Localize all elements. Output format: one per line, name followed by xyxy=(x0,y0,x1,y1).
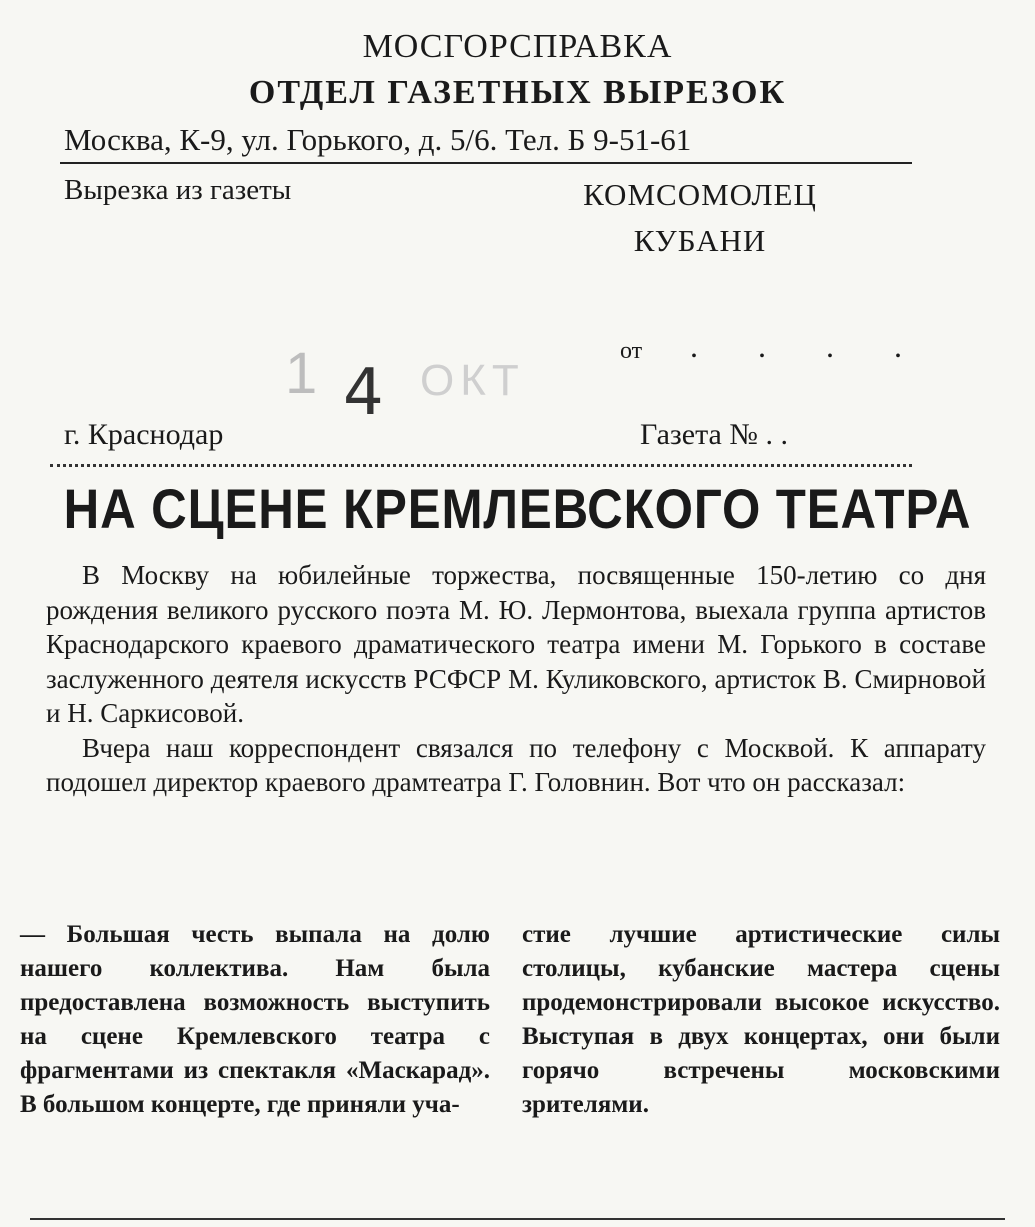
department-name: ОТДЕЛ ГАЗЕТНЫХ ВЫРЕЗОК xyxy=(248,74,787,111)
org-name: МОСГОРСПРАВКА xyxy=(362,28,673,65)
article-column-right: стие лучшие артистические силы столицы, кубанские мастера сцены продемонстрировали высокое искусство. Выступая в двух концертах, они были горячо встречены московскими зрителями. xyxy=(522,921,1000,1118)
article-headline: НА СЦЕНЕ КРЕМЛЕВСКОГО ТЕАТРА xyxy=(63,477,972,540)
newspaper-name-line2: КУБАНИ xyxy=(633,223,767,258)
newspaper-name xyxy=(520,172,880,264)
bottom-divider xyxy=(30,1218,1005,1220)
clipping-label: Вырезка из газеты xyxy=(64,174,292,206)
intro-paragraph-2: Вчера наш корреспондент связался по телефону с Москвой. К аппарату подошел директор краевого драмтеатра Г. Головнин. Вот что он рассказал: xyxy=(46,732,986,797)
gazeta-number-label: Газета № . . xyxy=(640,418,788,451)
dotted-divider xyxy=(50,464,912,467)
city-label: г. Краснодар xyxy=(64,418,224,451)
date-dots: . . . . xyxy=(690,328,928,364)
org-address: Москва, К-9, ул. Горького, д. 5/6. Тел. Б 9-51-61 xyxy=(64,122,692,157)
handwritten-day: 4 xyxy=(343,356,384,430)
article-column-left: — Большая честь выпала на долю нашего коллектива. Нам была предоставлена возможность выступить на сцене Кремлевского театра с фрагментами из спектакля «Маскарад». В большом концерте, где приняли уча- xyxy=(20,921,490,1118)
newspaper-name-line1: КОМСОМОЛЕЦ xyxy=(583,177,817,212)
intro-paragraph-1: В Москву на юбилейные торжества, посвященные 150-летию со дня рождения великого русского поэта М. Ю. Лермонтова, выехала группа артистов Краснодарского краевого драматического театра имени М. Горького в составе заслуженного деятеля искусств РСФСР М. Куликовского, артисток В. Смирновой и Н. Саркисовой. xyxy=(46,560,986,728)
article-intro xyxy=(46,558,986,800)
date-from-label: от xyxy=(620,338,643,364)
date-stamp: 1 xyxy=(285,341,322,406)
header-divider xyxy=(60,162,912,164)
date-stamp-month: ОКТ xyxy=(420,356,525,405)
